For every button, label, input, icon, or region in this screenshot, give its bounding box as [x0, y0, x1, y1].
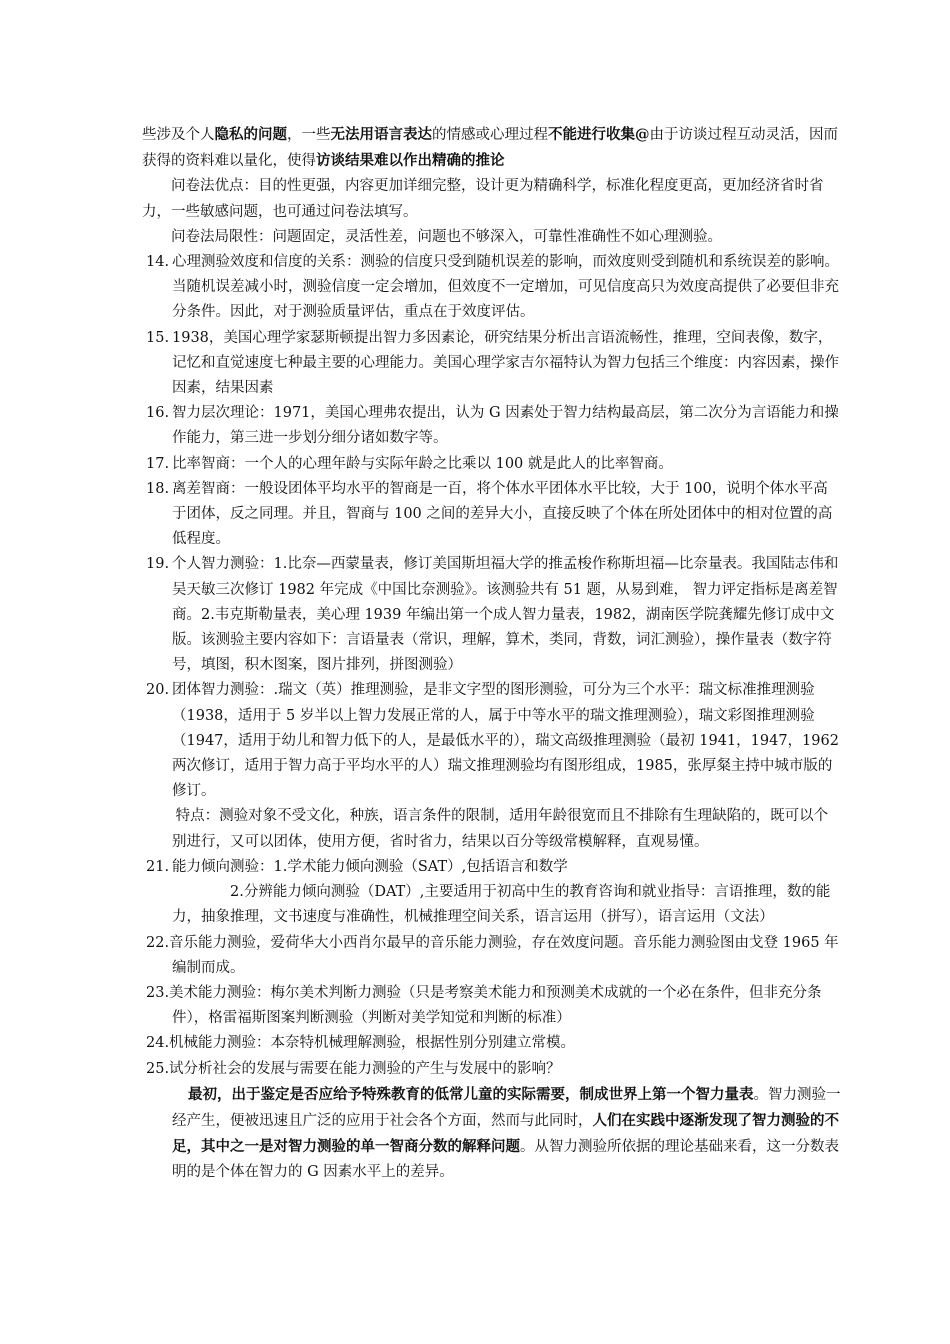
bold-run: 不能进行收集@ — [548, 126, 650, 143]
list-item: 24.机械能力测验：本奈特机械理解测验，根据性别分别建立常模。 — [146, 1035, 576, 1052]
questionnaire-cons-paragraph: 问卷法局限性：问题固定，灵活性差，问题也不够深入，可靠性准确性不如心理测验。 — [171, 228, 722, 245]
text-run: 的情感或心理过程 — [432, 127, 548, 143]
text-run: 由于访谈过程互动灵活，因而获得的资料难以量化，使得 — [142, 127, 838, 170]
final-answer-paragraph — [146, 1082, 842, 1186]
item-number: 18. — [146, 480, 170, 497]
questionnaire-pros-paragraph: 问卷法优点：目的性更强，内容更加详细完整，设计更为精确科学，标准化程度更高，更加经济省时省力，一些敏感问题，也可通过问卷法填写。 — [142, 178, 824, 220]
text-run: ，一些 — [287, 127, 331, 143]
item-text: 心理测验效度和信度的关系：测验的信度只受到随机误差的影响，而效度则受到随机和系统误差的影响。当随机误差减小时，测验信度一定会增加，但效度不一定增加，可见信度高只为效度高提供了必要但非充分条件。因此，对于测验质量评估，重点在于效度评估。 — [172, 254, 839, 321]
text-run: 。从智力测验所依据的理论基础来看，这一分数表明的是个体在智力的 G 因素水平上的差异。 — [172, 1139, 839, 1181]
list-item — [146, 326, 842, 402]
list-item: 22.音乐能力测验，爱荷华大小西肖尔最早的音乐能力测验，存在效度问题。音乐能力测验图由戈登 1965 年编制而成。 — [146, 934, 839, 976]
text-run: 些涉及个人 — [142, 127, 215, 143]
interview-limitations-paragraph — [142, 122, 842, 174]
item-number: 16. — [146, 405, 170, 422]
item-number: 15. — [146, 329, 170, 346]
list-item — [146, 477, 842, 553]
item-text: 1938，美国心理学家瑟斯顿提出智力多因素论，研究结果分析出言语流畅性，推理，空间表像，数字，记忆和直觉速度七种最主要的心理能力。美国心理学家吉尔福特认为智力包括三个维度：内容因素，操作因素，结果因素 — [172, 329, 839, 397]
item-text: 个人智力测验：1.比奈—西蒙量表，修订美国斯坦福大学的推孟梭作称斯坦福—比奈量表。我国陆志伟和吴天敏三次修订 1982 年完成《中国比奈测验》。该测验共有 51 题，从易到难， 智力评定指标是离差智商。2.韦克斯勒量表，美心理 1939 年编出第一个成人智力量表，1982，湖南医学院龚耀先修订成中文版。该测验主要内容如下：言语量表（常识，理解，算术，类同，背数，词汇测验），操作量表（数字符号，填图，积木图案，图片排列，拼图测验） — [172, 556, 839, 674]
item-text: 能力倾向测验：1.学术能力倾向测验（SAT）,包括语言和数学 — [172, 858, 568, 875]
item-21-sub: 2.分辨能力倾向测验（DAT）,主要适用于初高中生的教育咨询和就业指导：言语推理，数的能力，抽象推理，文书速度与准确性，机械推理空间关系，语言运用（拼写），语言运用（文法） — [172, 884, 831, 926]
list-item — [146, 552, 842, 678]
bold-run: 访谈结果难以作出精确的推论 — [316, 152, 505, 170]
item-text: 智力层次理论：1971，美国心理弗农提出，认为 G 因素处于智力结构最高层，第二次分为言语能力和操作能力，第三进一步划分细分诸如数字等。 — [172, 405, 839, 447]
list-item — [146, 855, 842, 880]
item-text: 团体智力测验：.瑞文（英）推理测验，是非文字型的图形测验，可分为三个水平：瑞文标准推理测验（1938，适用于 5 岁半以上智力发展正常的人，属于中等水平的瑞文推理测验），瑞文彩图推理测验（1947，适用于幼儿和智力低下的人，是最低水平的），瑞文高级推理测验（最初 1941，1947，1962 两次修订，适用于智力高于平均水平的人）瑞文推理测验均有图形组成，1985，张厚粲主持中城市版的修订。 — [172, 682, 839, 800]
bold-run: 人们在实践中逐渐发现了智力测验的不足，其中之一是对智力测验的单一智商分数的解释问题 — [172, 1111, 839, 1156]
item-20-features: 特点：测验对象不受文化，种族，语言条件的限制，适用年龄很宽而且不排除有生理缺陷的，既可以个别进行，又可以团体，使用方便，省时省力，结果以百分等级常模解释，直观易懂。 — [172, 808, 829, 850]
list-item — [146, 452, 842, 477]
item-number: 20. — [146, 682, 170, 699]
item-text: 离差智商：一般设团体平均水平的智商是一百，将个体水平团体水平比较，大于 100，说明个体水平高于团体，反之同理。并且，智商与 100 之间的差异大小，直接反映了个体在所处团体中的相对位置的高低程度。 — [172, 480, 833, 548]
bold-run: 无法用语言表达 — [330, 126, 432, 143]
bold-run: 隐私的问题 — [214, 126, 287, 143]
list-item: 23.美术能力测验：梅尔美术判断力测验（只是考察美术能力和预测美术成就的一个必在条件，但非充分条件），格雷福斯图案判断测验（判断对美学知觉和判断的标准） — [146, 984, 822, 1027]
item-text: 比率智商：一个人的心理年龄与实际年龄之比乘以 100 就是此人的比率智商。 — [172, 455, 673, 472]
list-item — [146, 401, 842, 451]
bold-run: 最初，出于鉴定是否应给予特殊教育的低常儿童的实际需要，制成世界上第一个智力量表 — [188, 1085, 754, 1103]
item-number: 17. — [146, 455, 170, 472]
list-item — [146, 678, 842, 804]
item-number: 14. — [146, 254, 170, 271]
text-run: 。智力测验一经产生，便被迅速且广泛的应用于社会各个方面，然而与此同时， — [172, 1086, 841, 1129]
item-number: 19. — [146, 556, 170, 573]
list-item — [146, 250, 842, 326]
item-number: 21. — [146, 858, 170, 875]
list-item: 25.试分析社会的发展与需要在能力测验的产生与发展中的影响？ — [146, 1060, 561, 1077]
